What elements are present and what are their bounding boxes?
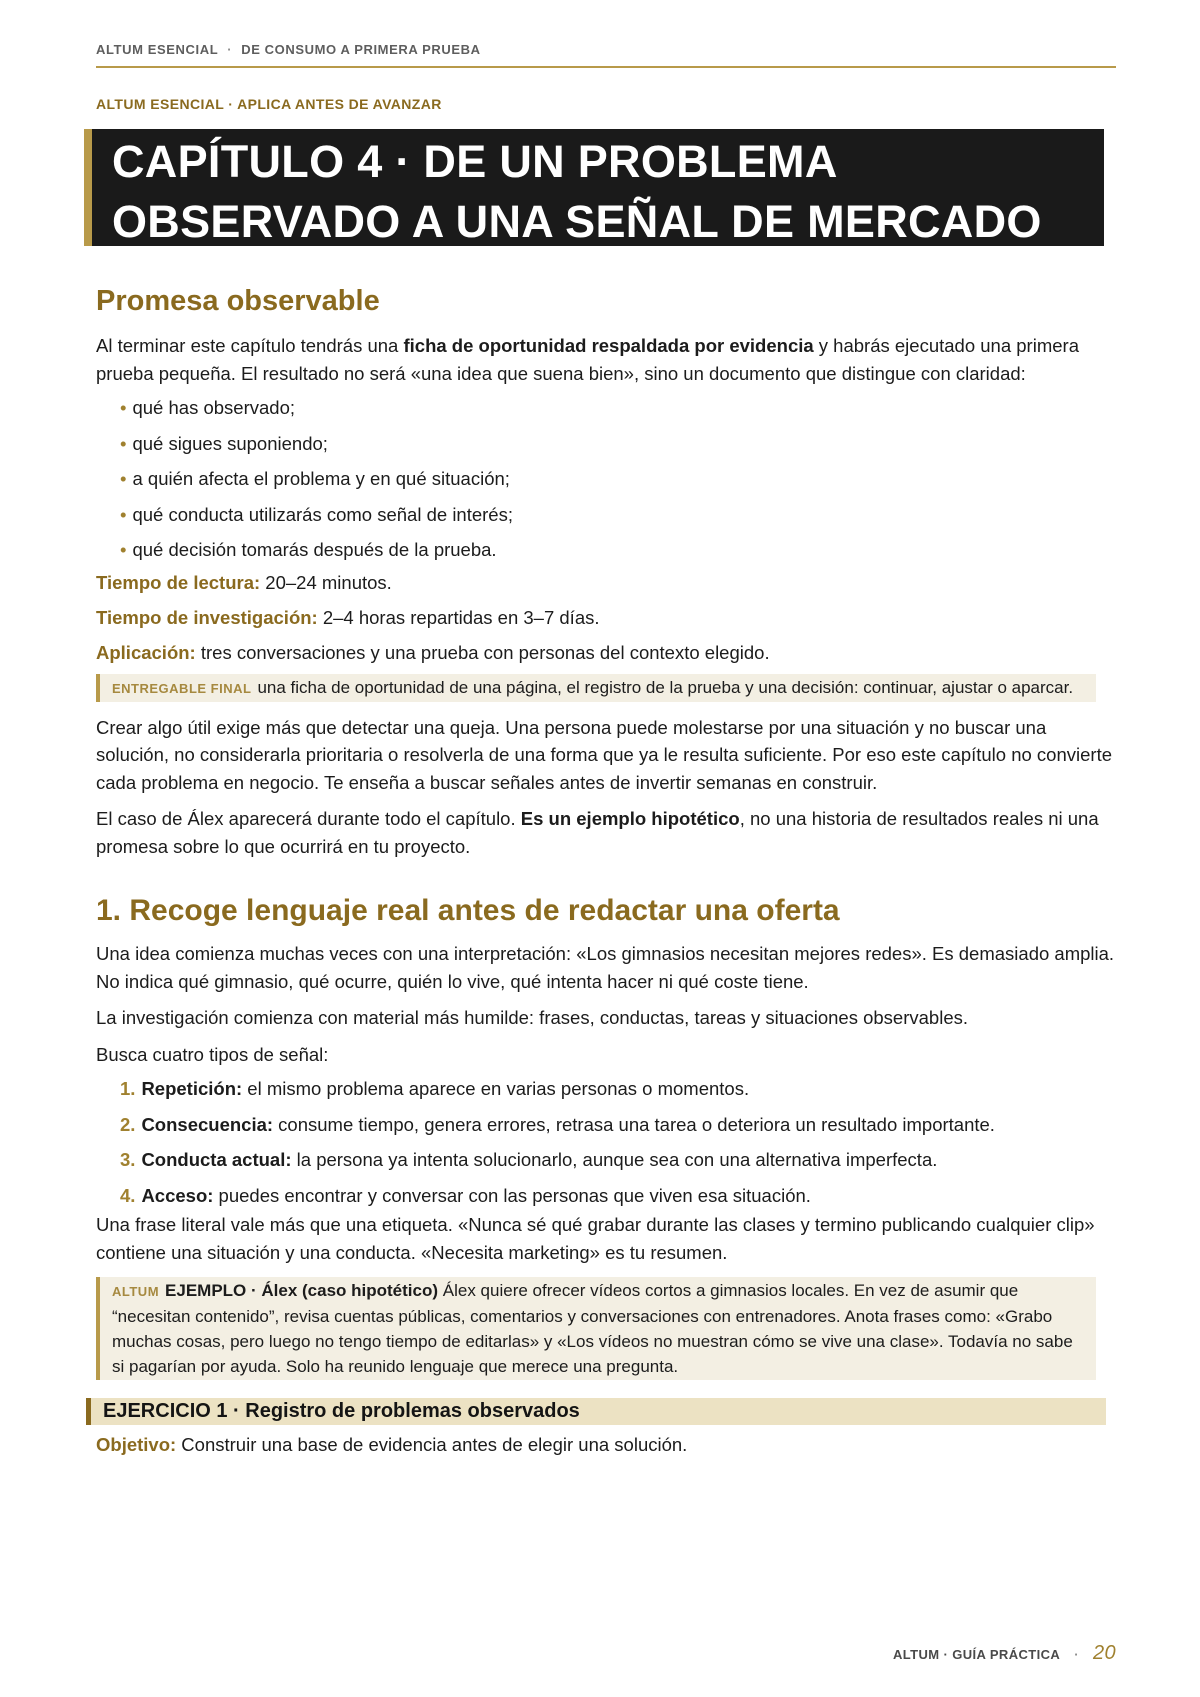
list-number: 2. (120, 1113, 136, 1135)
list-item (120, 1071, 1116, 1107)
chapter-title (92, 129, 1104, 252)
list-number: 3. (120, 1149, 136, 1170)
exercise-objective (96, 1431, 1116, 1459)
list-item: • qué decisión tomarás después de la prueba. (120, 532, 1116, 568)
signal-label: Conducta actual: (141, 1149, 292, 1170)
promise-heading: Promesa observable (96, 285, 380, 317)
promise-intro-rest: y habrás ejecutado una primera prueba pequeña. El resultado no será «una idea que suena bien», sino un documento que distingue con claridad: (96, 335, 1079, 384)
signal-label: Acceso: (141, 1184, 214, 1206)
deliverable-tag: ENTREGABLE FINAL (112, 680, 252, 696)
exercise-objective-text: Construir una base de evidencia antes de elegir una solución. (176, 1434, 688, 1455)
application (96, 635, 1116, 670)
intro-paragraph-2-text: El caso de Álex aparecerá durante todo el capítulo. (96, 808, 521, 829)
intro-paragraph-1: Crear algo útil exige más que detectar una queja. Una persona puede molestarse por una situación y no buscar una solución, no considerarla prioritaria o resolverla de una forma que ya le resulta suficiente. Por eso este capítulo no convierte cada problema en negocio. Te enseña a buscar señales antes de invertir semanas en construir. (96, 716, 1113, 793)
page-number: 20 (1092, 1642, 1116, 1664)
signal-text: puedes encontrar y conversar con las personas que viven esa situación. (213, 1184, 811, 1206)
promise-intro-text: Al terminar este capítulo tendrás una (96, 335, 404, 356)
deliverable-callout (96, 674, 1096, 702)
footer-separator: · (1074, 1647, 1079, 1662)
promise-intro (96, 332, 1116, 387)
running-head (96, 42, 481, 57)
promise-intro-bold: ficha de oportunidad respaldada por evidencia (403, 335, 814, 356)
section-kicker: ALTUM ESENCIAL · APLICA ANTES DE AVANZAR (96, 96, 442, 112)
header-rule (96, 66, 1116, 68)
list-item (120, 1107, 1116, 1143)
research-time-label: Tiempo de investigación: (96, 606, 318, 628)
signal-text: consume tiempo, genera errores, retrasa una tarea o deteriora un resultado importante. (273, 1113, 995, 1135)
intro-paragraph-2 (96, 805, 1116, 860)
research-time-value: 2–4 horas repartidas en 3–7 días. (317, 606, 600, 628)
research-time (96, 600, 1116, 635)
list-number: 1. (120, 1078, 136, 1099)
exercise-objective-label: Objetivo: (96, 1434, 177, 1455)
page-footer (893, 1642, 1116, 1665)
section-1-paragraph-1: Una idea comienza muchas veces con una interpretación: «Los gimnasios necesitan mejores redes». Es demasiado amplia. No indica qué gimnasio, qué ocurre, quién lo vive, qué intenta hacer ni qué coste tiene. (96, 943, 1115, 992)
signal-text: la persona ya intenta solucionarlo, aunque sea con una alternativa imperfecta. (291, 1149, 938, 1170)
page-content (96, 281, 1116, 1459)
list-item: • a quién afecta el problema y en qué situación; (120, 461, 1116, 497)
section-1-heading: 1. Recoge lenguaje real antes de redactar una oferta (96, 894, 840, 927)
application-label: Aplicación: (96, 641, 196, 663)
application-value: tres conversaciones y una prueba con personas del contexto elegido. (195, 641, 770, 663)
example-callout (96, 1277, 1096, 1380)
running-head-separator: · (227, 42, 233, 57)
chapter-title-line-2: OBSERVADO A UNA SEÑAL DE MERCADO (112, 196, 1042, 247)
list-item: • qué sigues suponiendo; (120, 426, 1116, 462)
section-1-paragraph-2: La investigación comienza con material más humilde: frases, conductas, tareas y situaciones observables. (96, 1007, 968, 1028)
signal-label: Consecuencia: (141, 1113, 274, 1135)
list-number: 4. (120, 1184, 136, 1206)
promise-bullet-list (96, 390, 1116, 568)
intro-paragraph-2-bold: Es un ejemplo hipotético (520, 808, 740, 829)
signal-label: Repetición: (141, 1078, 243, 1099)
footer-label: ALTUM · GUÍA PRÁCTICA (892, 1647, 1061, 1662)
list-item (120, 1178, 1116, 1214)
reading-time (96, 565, 1116, 600)
signal-list (96, 1071, 1116, 1213)
section-1-paragraph-4: Una frase literal vale más que una etiqueta. «Nunca sé qué grabar durante las clases y termino publicando cualquier clip» contiene una situación y una conducta. «Necesita marketing» es tu resumen. (96, 1214, 1095, 1263)
exercise-heading: EJERCICIO 1 · Registro de problemas observados (86, 1398, 1106, 1425)
example-title: EJEMPLO · Álex (caso hipotético) (165, 1281, 439, 1300)
reading-time-value: 20–24 minutos. (260, 571, 392, 593)
chapter-title-line-1: CAPÍTULO 4 · DE UN PROBLEMA (112, 136, 838, 187)
running-head-left: ALTUM ESENCIAL (96, 42, 219, 57)
example-text: Álex quiere ofrecer vídeos cortos a gimnasios locales. En vez de asumir que “necesitan contenido”, revisa cuentas públicas, comentarios y conversaciones con entrenadores. Anota frases como: «Grabo muchas cosas, pero luego no tengo tiempo de editarlas» y «Los vídeos no muestran cómo se vive una clase». Todavía no sabe si pagarían por ayuda. Solo ha reunido lenguaje que merece una pregunta. (112, 1281, 1073, 1376)
list-item: • qué conducta utilizarás como señal de interés; (120, 497, 1116, 533)
list-item: • qué has observado; (120, 390, 1116, 426)
list-item (120, 1142, 1116, 1178)
intro-paragraph-2-rest: , no una historia de resultados reales ni una promesa sobre lo que ocurrirá en tu proyecto. (96, 808, 1099, 857)
chapter-title-block (84, 129, 1104, 246)
reading-time-label: Tiempo de lectura: (96, 571, 261, 593)
example-tag: ALTUM (112, 1284, 160, 1299)
running-head-right: DE CONSUMO A PRIMERA PRUEBA (241, 42, 481, 57)
section-1-paragraph-3: Busca cuatro tipos de señal: (96, 1043, 329, 1065)
deliverable-text: una ficha de oportunidad de una página, el registro de la prueba y una decisión: continuar, ajustar o aparcar. (257, 677, 1074, 697)
signal-text: el mismo problema aparece en varias personas o momentos. (242, 1078, 750, 1099)
